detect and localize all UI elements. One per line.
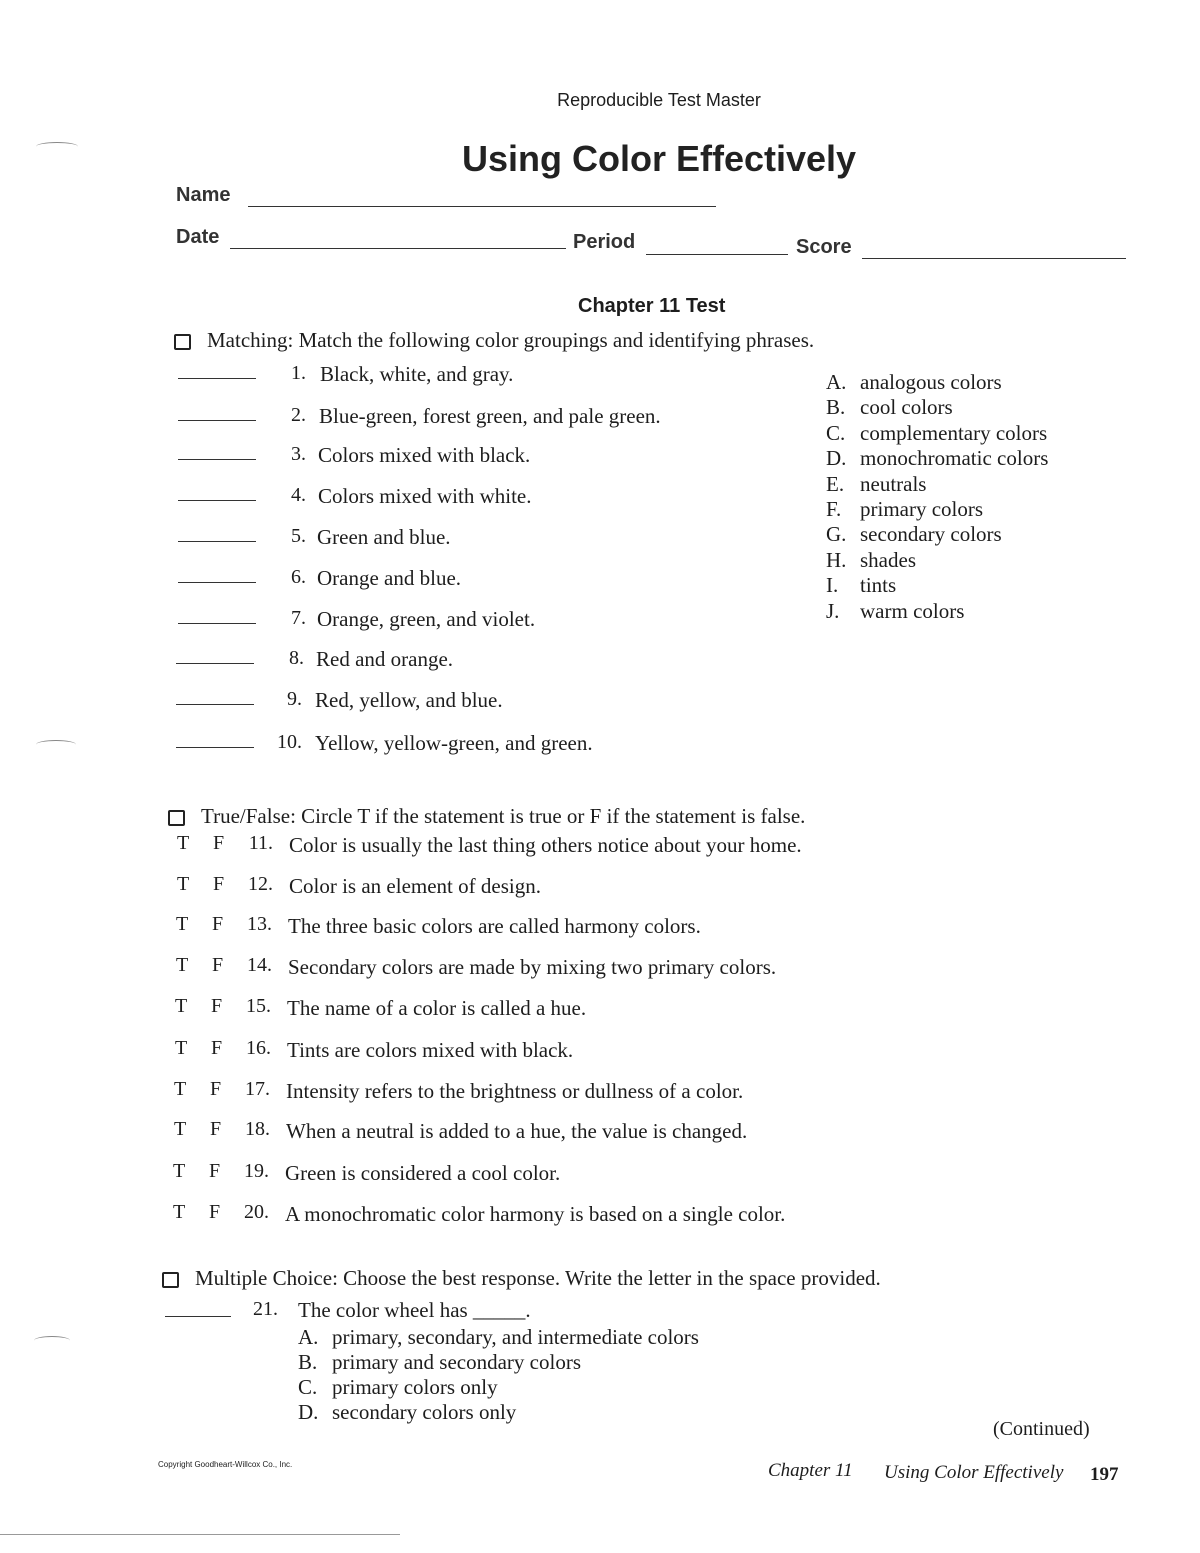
scan-mark [34, 1336, 70, 1345]
choice-letter: C. [826, 420, 846, 445]
question-number: 20. [244, 1201, 269, 1223]
question-number: 1. [291, 362, 306, 384]
option-text: primary colors only [332, 1375, 498, 1399]
question-text: Blue-green, forest green, and pale green. [319, 404, 661, 428]
f-option[interactable]: F [209, 1160, 221, 1182]
question-text: Green and blue. [317, 525, 451, 549]
checkbox-icon [174, 334, 191, 350]
question-number: 2. [291, 404, 306, 426]
question-text: Tints are colors mixed with black. [287, 1038, 574, 1062]
multiple-choice-instruction: Multiple Choice: Choose the best response. Write the letter in the space provided. [162, 1266, 881, 1291]
footer-chapter-title: Using Color Effectively [884, 1462, 1064, 1483]
t-option[interactable]: T [174, 1078, 187, 1100]
choice-letter: J. [826, 598, 840, 623]
option-item [298, 1350, 581, 1375]
question-text: Orange, green, and violet. [317, 607, 536, 631]
question-number: 4. [291, 484, 306, 506]
t-option[interactable]: T [176, 954, 189, 976]
scan-mark [36, 740, 76, 749]
answer-blank[interactable] [176, 704, 254, 705]
question-text: Black, white, and gray. [320, 362, 514, 386]
choice-text: secondary colors [860, 522, 1002, 547]
footer-chapter: Chapter 11 [768, 1460, 853, 1481]
choice-letter: E. [826, 471, 845, 496]
choice-letter: I. [826, 573, 839, 598]
choice-letter: D. [826, 446, 847, 471]
choice-item [826, 395, 953, 420]
choice-text: neutrals [860, 471, 927, 496]
question-number: 3. [291, 443, 306, 465]
answer-blank[interactable] [176, 747, 254, 748]
option-letter: C. [298, 1375, 318, 1399]
t-option[interactable]: T [173, 1160, 186, 1182]
score-label: Score [796, 236, 852, 258]
choice-text: shades [860, 547, 916, 572]
f-option[interactable]: F [210, 1078, 222, 1100]
master-label: Reproducible Test Master [557, 90, 761, 110]
f-option[interactable]: F [210, 1118, 222, 1140]
question-number: 19. [244, 1160, 269, 1182]
question-number: 13. [247, 913, 272, 935]
period-label: Period [573, 231, 636, 253]
question-number: 7. [291, 607, 306, 629]
answer-blank[interactable] [165, 1316, 231, 1317]
option-item [298, 1325, 699, 1350]
f-option[interactable]: F [213, 832, 225, 854]
question-text: Colors mixed with white. [318, 484, 532, 508]
question-text: Color is an element of design. [289, 874, 541, 898]
chapter-test-heading: Chapter 11 Test [578, 295, 726, 317]
checkbox-icon [168, 810, 185, 826]
choice-item [826, 522, 1002, 547]
option-letter: D. [298, 1400, 319, 1424]
option-text: primary and secondary colors [332, 1350, 581, 1374]
page-title: Using Color Effectively [461, 138, 857, 179]
question-number: 18. [245, 1118, 270, 1140]
choice-item [826, 599, 964, 624]
f-option[interactable]: F [211, 995, 223, 1017]
question-number: 17. [245, 1078, 270, 1100]
choice-item [826, 497, 983, 522]
choice-item [826, 573, 896, 598]
question-number: 15. [246, 995, 271, 1017]
choice-text: primary colors [860, 497, 984, 521]
choice-item [826, 370, 1002, 395]
answer-blank[interactable] [178, 378, 256, 379]
answer-blank[interactable] [178, 541, 256, 542]
option-letter: A. [298, 1325, 319, 1349]
question-number: 21. [253, 1298, 278, 1320]
option-letter: B. [298, 1350, 318, 1374]
question-number: 10. [277, 731, 302, 753]
t-option[interactable]: T [177, 832, 190, 854]
question-text: Red and orange. [316, 647, 454, 671]
question-number: 14. [247, 954, 272, 976]
option-item [298, 1400, 516, 1425]
choice-item [826, 421, 1047, 446]
question-text: Color is usually the last thing others notice about your home. [289, 833, 802, 857]
date-field[interactable] [230, 248, 566, 249]
name-label: Name [176, 184, 231, 206]
t-option[interactable]: T [177, 873, 190, 895]
name-field[interactable] [248, 206, 716, 207]
t-option[interactable]: T [175, 1037, 188, 1059]
option-item [298, 1375, 498, 1400]
choice-text: cool colors [860, 395, 953, 420]
t-option[interactable]: T [176, 913, 189, 935]
choice-letter: A. [826, 370, 847, 394]
answer-blank[interactable] [178, 582, 256, 583]
question-number: 6. [291, 566, 306, 588]
question-number: 8. [289, 647, 304, 669]
choice-text: warm colors [860, 598, 965, 623]
question-text: The name of a color is called a hue. [287, 996, 587, 1020]
choice-item [826, 446, 1048, 471]
question-text: The color wheel has _____. [298, 1298, 531, 1322]
question-text: When a neutral is added to a hue, the value is changed. [286, 1119, 748, 1143]
date-label: Date [176, 226, 220, 248]
f-option[interactable]: F [209, 1201, 221, 1223]
choice-text: analogous colors [860, 370, 1002, 394]
f-option[interactable]: F [211, 1037, 223, 1059]
question-number: 12. [248, 873, 273, 895]
choice-letter: G. [826, 522, 847, 547]
answer-blank[interactable] [178, 459, 256, 460]
choice-text: complementary colors [860, 420, 1048, 445]
f-option[interactable]: F [212, 913, 224, 935]
t-option[interactable]: T [173, 1201, 186, 1223]
copyright: Copyright Goodheart-Willcox Co., Inc. [158, 1460, 293, 1469]
question-number: 16. [246, 1037, 271, 1059]
question-text: Yellow, yellow-green, and green. [315, 731, 593, 755]
question-text: Intensity refers to the brightness or dullness of a color. [286, 1079, 744, 1103]
answer-blank[interactable] [176, 663, 254, 664]
answer-blank[interactable] [178, 623, 256, 624]
choice-letter: H. [826, 547, 847, 572]
question-text: Colors mixed with black. [318, 443, 531, 467]
answer-blank[interactable] [178, 500, 256, 501]
choice-item [826, 472, 926, 497]
truefalse-instruction: True/False: Circle T if the statement is true or F if the statement is false. [168, 804, 805, 829]
choice-letter: F. [826, 497, 842, 521]
score-field[interactable] [862, 258, 1126, 259]
question-text: The three basic colors are called harmony colors. [288, 914, 701, 938]
choice-text: tints [860, 573, 897, 598]
option-text: primary, secondary, and intermediate colors [332, 1325, 699, 1349]
question-number: 5. [291, 525, 306, 547]
answer-blank[interactable] [178, 420, 256, 421]
question-number: 11. [248, 832, 273, 854]
question-text: A monochromatic color harmony is based on a single color. [285, 1202, 786, 1226]
choice-item [826, 548, 916, 573]
f-option[interactable]: F [213, 873, 225, 895]
question-text: Red, yellow, and blue. [315, 688, 503, 712]
choice-letter: B. [826, 395, 846, 420]
t-option[interactable]: T [175, 995, 188, 1017]
matching-instruction: Matching: Match the following color groupings and identifying phrases. [174, 328, 814, 353]
scan-edge-line [0, 1534, 400, 1535]
f-option[interactable]: F [212, 954, 224, 976]
period-field[interactable] [646, 254, 788, 255]
continued-note: (Continued) [993, 1418, 1090, 1440]
question-text: Orange and blue. [317, 566, 462, 590]
question-text: Secondary colors are made by mixing two primary colors. [288, 955, 777, 979]
checkbox-icon [162, 1272, 179, 1288]
question-number: 9. [287, 688, 302, 710]
choice-text: monochromatic colors [860, 446, 1049, 471]
question-text: Green is considered a cool color. [285, 1161, 561, 1185]
option-text: secondary colors only [332, 1400, 517, 1424]
page-number: 197 [1090, 1464, 1119, 1485]
t-option[interactable]: T [174, 1118, 187, 1140]
